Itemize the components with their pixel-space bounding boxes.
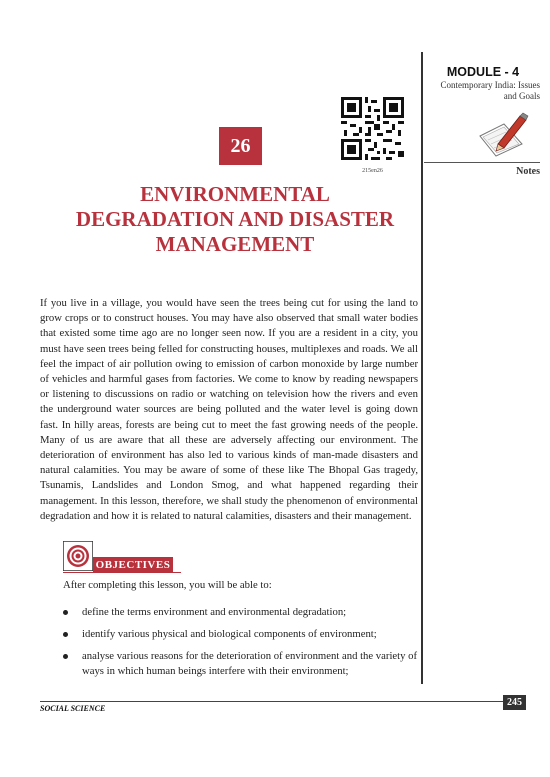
list-item: define the terms environment and environmental degradation;: [63, 605, 418, 620]
page-number: 245: [503, 695, 526, 710]
module-label: MODULE - 4: [446, 65, 520, 79]
chapter-title-line: MANAGEMENT: [155, 232, 315, 256]
margin-divider: [421, 52, 423, 684]
qr-code-icon: [341, 97, 404, 160]
objectives-underline: [63, 572, 181, 573]
target-icon: [63, 541, 93, 571]
module-subtitle: [424, 80, 540, 102]
list-item: identify various physical and biological components of environment;: [63, 627, 418, 642]
objectives-intro: After completing this lesson, you will be able to:: [63, 579, 272, 591]
footer-subject: SOCIAL SCIENCE: [40, 704, 106, 713]
notes-pencil-icon: [474, 110, 530, 160]
chapter-title-line: DEGRADATION AND DISASTER: [75, 207, 395, 231]
notes-rule: [424, 162, 540, 163]
chapter-number: 26: [219, 127, 262, 165]
notes-label: Notes: [516, 166, 540, 177]
objectives-list: [63, 605, 418, 686]
module-subtitle-line1: Contemporary India: Issues: [440, 80, 540, 90]
objectives-heading: OBJECTIVES: [93, 557, 173, 572]
intro-paragraph: If you live in a village, you would have seen the trees being cut for using the land to grow crops or to construct houses. You may have also observed that small water bodies that existed some time ago are no longer seen now. If you are a resident in a city, you must have seen trees being felled for constructing houses, multiplexes and roads. We all feel the impact of air pollution owing to emission of carbon monoxide by large number of vehicles and harmful gases from factories. We come to know by reading newspapers or listening to discussions on radio or watching on television how the rivers and even the underground water sources are being polluted and the water level is going down fast. In hilly areas, forests are being cut to meet the fast growing needs of the people. Many of us are aware that all these are adversely affecting our environment. The deterioration of environment has also led to various kinds of man-made disasters and natural calamities. You may be aware of some of these like The Bhopal Gas tragedy, Tsunamis, Landslides and London Smog, and what happened regarding their management. In this lesson, therefore, we shall study the phenomenon of environmental degradation and how it is related to natural calamities, disasters and their management.: [40, 297, 418, 522]
module-subtitle-line2: and Goals: [503, 91, 540, 101]
qr-code-id: 215en26: [362, 168, 383, 174]
chapter-title-line: ENVIRONMENTAL: [140, 182, 330, 206]
list-item: analyse various reasons for the deterioration of environment and the variety of ways in which human beings interfere with their environment;: [63, 649, 418, 679]
footer-rule: [40, 701, 525, 702]
chapter-title: [40, 182, 430, 257]
